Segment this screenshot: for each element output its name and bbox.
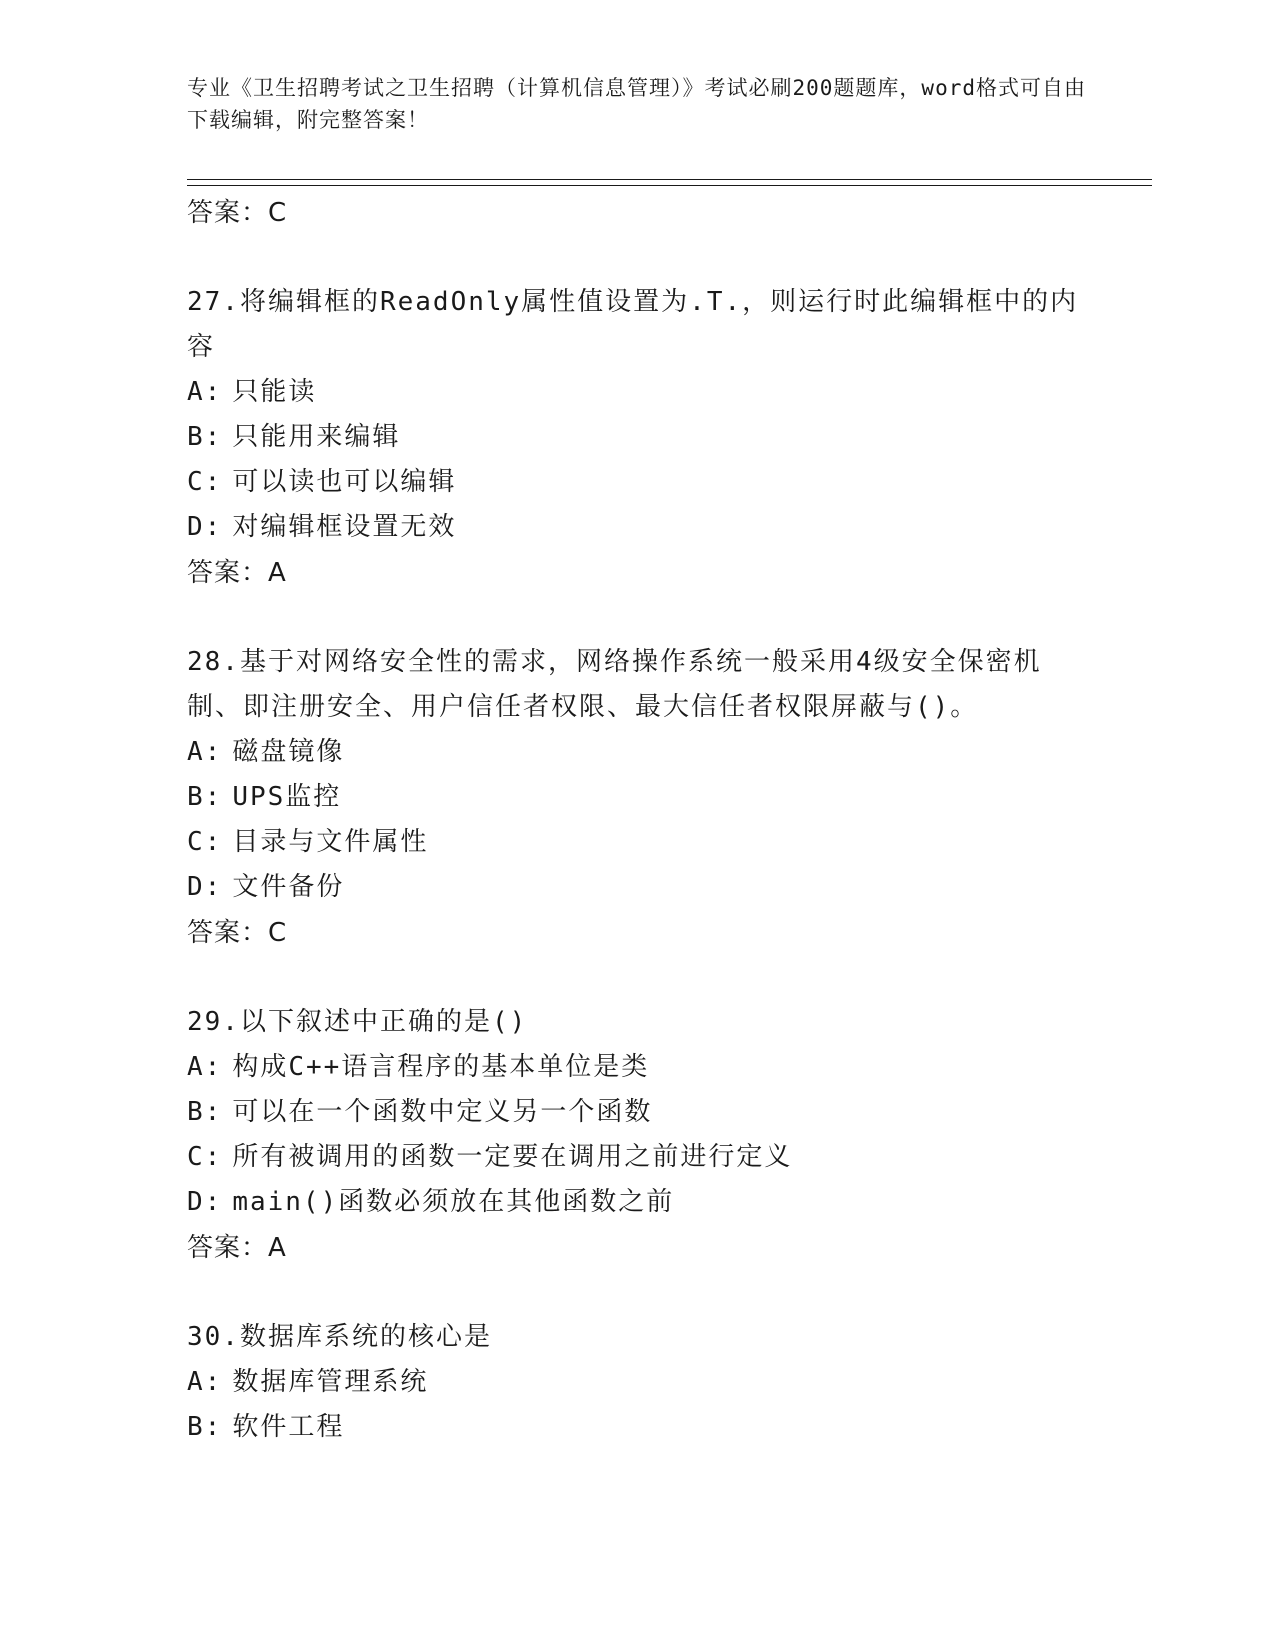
- option-c: [187, 820, 1087, 865]
- option-c: [187, 460, 1087, 505]
- option-text: 磁盘镜像: [232, 737, 345, 767]
- option-a: [187, 370, 1087, 415]
- option-letter: B:: [187, 1097, 223, 1127]
- option-a: [187, 1360, 1087, 1405]
- option-letter: C:: [187, 467, 223, 497]
- question-list: [187, 190, 1087, 1450]
- question-text: 28.基于对网络安全性的需求，网络操作系统一般采用4级安全保密机制、即注册安全、用户信任者权限、最大信任者权限屏蔽与()。: [187, 647, 1042, 722]
- question-block: [187, 1000, 1087, 1271]
- option-letter: D:: [187, 872, 223, 902]
- option-d: [187, 505, 1087, 550]
- option-letter: C:: [187, 1142, 223, 1172]
- option-text: 软件工程: [232, 1412, 345, 1442]
- answer-line: 答案：C: [187, 918, 288, 948]
- option-c: [187, 1135, 1087, 1180]
- option-text: 只能用来编辑: [232, 422, 401, 452]
- option-text: UPS监控: [232, 782, 342, 812]
- option-b: [187, 1090, 1087, 1135]
- document-header: 专业《卫生招聘考试之卫生招聘（计算机信息管理）》考试必刷200题题库，word格式可自由下载编辑，附完整答案！: [187, 76, 1086, 132]
- option-letter: D:: [187, 512, 223, 542]
- question-text: 29.以下叙述中正确的是(): [187, 1007, 528, 1037]
- option-b: [187, 415, 1087, 460]
- option-d: [187, 1180, 1087, 1225]
- option-a: [187, 1045, 1087, 1090]
- option-letter: A:: [187, 377, 223, 407]
- answer-line: 答案：A: [187, 558, 287, 588]
- answer-line: 答案：A: [187, 1233, 287, 1263]
- option-letter: D:: [187, 1187, 223, 1217]
- header-rule-top: [187, 179, 1152, 180]
- option-letter: B:: [187, 1412, 223, 1442]
- question-block: [187, 280, 1087, 596]
- option-text: 可以读也可以编辑: [232, 467, 457, 497]
- option-letter: A:: [187, 1367, 223, 1397]
- question-text: 30.数据库系统的核心是: [187, 1322, 492, 1352]
- option-b: [187, 775, 1087, 820]
- header-rule-bottom: [187, 185, 1152, 186]
- question-block: [187, 1315, 1087, 1450]
- option-text: 对编辑框设置无效: [232, 512, 457, 542]
- option-text: 可以在一个函数中定义另一个函数: [232, 1097, 653, 1127]
- option-text: 文件备份: [232, 872, 345, 902]
- option-letter: A:: [187, 1052, 223, 1082]
- option-letter: B:: [187, 422, 223, 452]
- option-d: [187, 865, 1087, 910]
- option-text: 所有被调用的函数一定要在调用之前进行定义: [232, 1142, 793, 1172]
- option-text: 数据库管理系统: [232, 1367, 429, 1397]
- option-text: 构成C++语言程序的基本单位是类: [232, 1052, 650, 1082]
- option-b: [187, 1405, 1087, 1450]
- option-text: 目录与文件属性: [232, 827, 429, 857]
- option-text: 只能读: [232, 377, 317, 407]
- answer-line: 答案：C: [187, 198, 288, 228]
- option-letter: C:: [187, 827, 223, 857]
- option-letter: B:: [187, 782, 223, 812]
- option-a: [187, 730, 1087, 775]
- question-block: [187, 640, 1087, 956]
- option-letter: A:: [187, 737, 223, 767]
- option-text: main()函数必须放在其他函数之前: [232, 1187, 675, 1217]
- question-text: 27.将编辑框的ReadOnly属性值设置为.T.，则运行时此编辑框中的内容: [187, 287, 1079, 362]
